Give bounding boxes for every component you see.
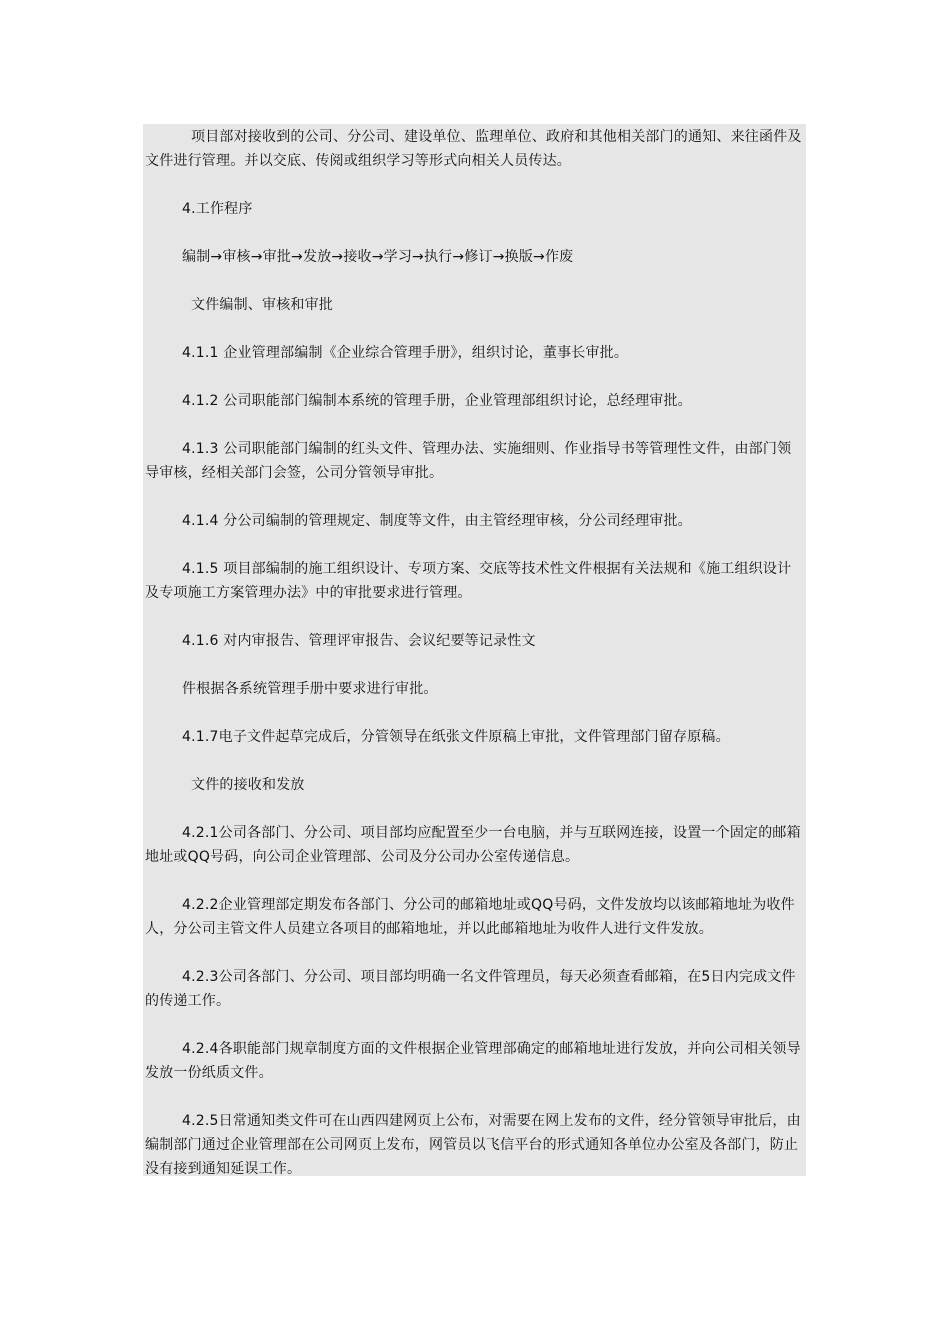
clause-4-2-1: 4.2.1公司各部门、分公司、项目部均应配置至少一台电脑，并与互联网连接，设置一个固定的邮箱地址或QQ号码，向公司企业管理部、公司及分公司办公室传递信息。: [145, 825, 801, 865]
clause-4-1-3: 4.1.3 公司职能部门编制的红头文件、管理办法、实施细则、作业指导书等管理性文件，由部门领导审核，经相关部门会签，公司分管领导审批。: [145, 441, 792, 481]
clause-4-1-2: 4.1.2 公司职能部门编制本系统的管理手册，企业管理部组织讨论，总经理审批。: [182, 393, 692, 409]
section-heading-work-procedure: 4.工作程序: [182, 201, 253, 217]
clause-4-1-5: 4.1.5 项目部编制的施工组织设计、专项方案、交底等技术性文件根据有关法规和《施工组织设计及专项施工方案管理办法》中的审批要求进行管理。: [145, 561, 792, 601]
clause-4-1-4: 4.1.4 分公司编制的管理规定、制度等文件，由主管经理审核，分公司经理审批。: [182, 513, 692, 529]
intro-paragraph: 项目部对接收到的公司、分公司、建设单位、监理单位、政府和其他相关部门的通知、来往函件及文件进行管理。并以交底、传阅或组织学习等形式向相关人员传达。: [145, 129, 802, 169]
procedure-flow: 编制→审核→审批→发放→接收→学习→执行→修订→换版→作废: [182, 249, 574, 265]
clause-4-2-3: 4.2.3公司各部门、分公司、项目部均明确一名文件管理员，每天必须查看邮箱，在5日内完成文件的传递工作。: [145, 969, 796, 1009]
clause-4-2-2: 4.2.2企业管理部定期发布各部门、分公司的邮箱地址或QQ号码，文件发放均以该邮箱地址为收件人，分公司主管文件人员建立各项目的邮箱地址，并以此邮箱地址为收件人进行文件发放。: [145, 897, 795, 937]
clause-4-1-7: 4.1.7电子文件起草完成后，分管领导在纸张文件原稿上审批，文件管理部门留存原稿。: [182, 729, 730, 745]
subsection-heading-drafting: 文件编制、审核和审批: [191, 297, 333, 313]
clause-4-2-4: 4.2.4各职能部门规章制度方面的文件根据企业管理部确定的邮箱地址进行发放，并向公司相关领导发放一份纸质文件。: [145, 1041, 801, 1081]
clause-4-1-6-continued: 件根据各系统管理手册中要求进行审批。: [182, 681, 438, 697]
clause-4-2-5: 4.2.5日常通知类文件可在山西四建网页上公布，对需要在网上发布的文件，经分管领导审批后，由编制部门通过企业管理部在公司网页上发布，网管员以飞信平台的形式通知各单位办公室及各部门，防止没有接到通知延误工作。: [145, 1113, 801, 1177]
subsection-heading-receive-distribute: 文件的接收和发放: [191, 777, 305, 793]
clause-4-1-1: 4.1.1 企业管理部编制《企业综合管理手册》，组织讨论，董事长审批。: [182, 345, 629, 361]
document-page: [143, 124, 806, 1176]
clause-4-1-6: 4.1.6 对内审报告、管理评审报告、会议纪要等记录性文: [182, 633, 536, 649]
